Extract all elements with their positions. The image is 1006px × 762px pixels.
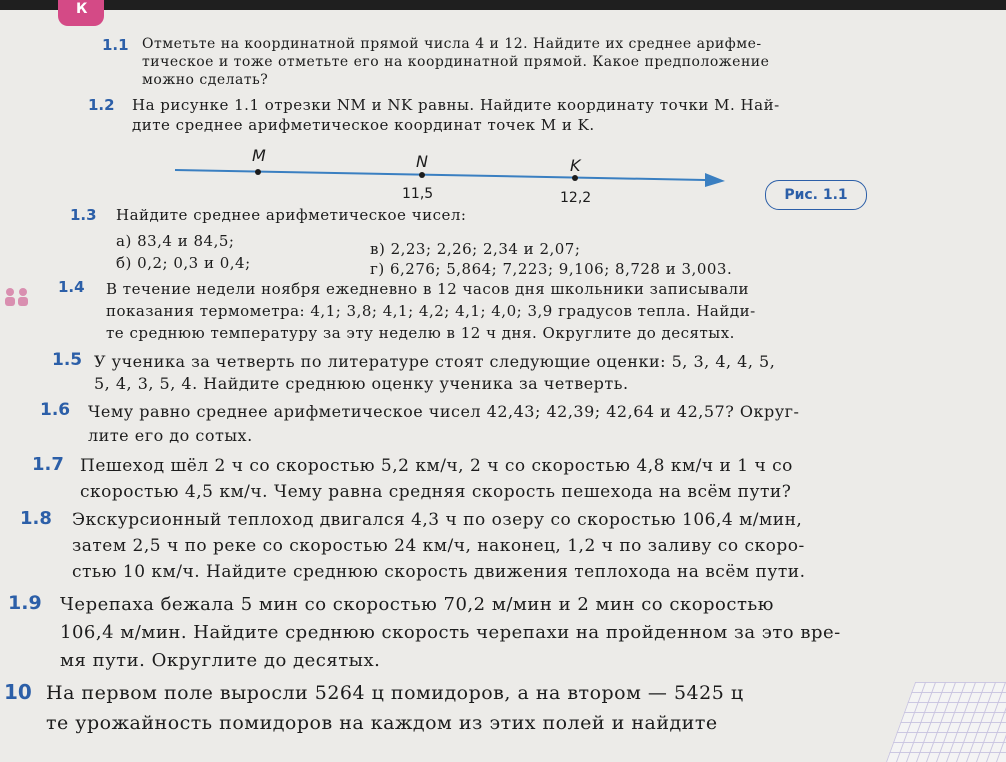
- section-badge-letter: К: [76, 1, 88, 17]
- problem-number-1-7: 1.7: [32, 454, 64, 475]
- problem-1-4-line-2: показания термометра: 4,1; 3,8; 4,1; 4,2; 4,1; 4,0; 3,9 градусов тепла. Найди-: [106, 302, 756, 320]
- problem-1-8-line-1: Экскурсионный теплоход двигался 4,3 ч по озеру со скоростью 106,4 м/мин,: [72, 510, 803, 530]
- problem-1-6-line-2: лите его до сотых.: [88, 426, 253, 445]
- problem-1-6-line-1: Чему равно среднее арифметическое чисел 42,43; 42,39; 42,64 и 42,57? Округ-: [88, 402, 800, 421]
- problem-1-2-line-1: На рисунке 1.1 отрезки NM и NK равны. Найдите координату точки M. Най-: [132, 96, 780, 114]
- point-n-value: 11,5: [402, 186, 434, 202]
- problem-1-3-item-a: а) 83,4 и 84,5;: [116, 232, 235, 250]
- problem-1-1-line-2: тическое и тоже отметьте его на координатной прямой. Какое предположение: [142, 54, 770, 70]
- problem-number-1-4: 1.4: [58, 278, 85, 296]
- point-n-label: N: [416, 152, 428, 171]
- problem-10-line-1: На первом поле выросли 5264 ц помидоров, а на втором — 5425 ц: [46, 682, 744, 704]
- problem-number-1-9: 1.9: [8, 592, 42, 614]
- problem-1-7-line-2: скоростью 4,5 км/ч. Чему равна средняя скорость пешехода на всём пути?: [80, 482, 792, 502]
- problem-1-7-line-1: Пешеход шёл 2 ч со скоростью 5,2 км/ч, 2 ч со скоростью 4,8 км/ч и 1 ч со: [80, 456, 793, 476]
- section-badge: [58, 0, 104, 26]
- problem-1-3-item-g: г) 6,276; 5,864; 7,223; 9,106; 8,728 и 3,003.: [370, 260, 733, 278]
- problem-1-1-line-1: Отметьте на координатной прямой числа 4 и 12. Найдите их среднее арифме-: [142, 36, 762, 52]
- problem-number-1-2: 1.2: [88, 96, 115, 114]
- figure-caption: Рис. 1.1: [765, 180, 867, 210]
- problem-1-3-item-v: в) 2,23; 2,26; 2,34 и 2,07;: [370, 240, 581, 258]
- problem-10-line-2: те урожайность помидоров на каждом из этих полей и найдите: [46, 712, 718, 734]
- pair-work-icon: [2, 286, 32, 308]
- problem-1-4-line-3: те среднюю температуру за эту неделю в 12 ч дня. Округлите до десятых.: [106, 324, 735, 342]
- problem-1-1-line-3: можно сделать?: [142, 72, 269, 88]
- top-edge: [0, 0, 1006, 10]
- problem-number-1-6: 1.6: [40, 400, 71, 420]
- problem-1-3-item-b: б) 0,2; 0,3 и 0,4;: [116, 254, 251, 272]
- problem-1-9-line-2: 106,4 м/мин. Найдите среднюю скорость черепахи на пройденном за это вре-: [60, 622, 841, 643]
- graph-paper-corner: [886, 682, 1006, 762]
- point-n-dot: [419, 172, 425, 178]
- problem-number-1-5: 1.5: [52, 350, 83, 370]
- point-m-label: M: [252, 146, 266, 165]
- problem-1-5-line-2: 5, 4, 3, 5, 4. Найдите среднюю оценку ученика за четверть.: [94, 374, 629, 393]
- point-m-dot: [255, 169, 261, 175]
- problem-1-8-line-3: стью 10 км/ч. Найдите среднюю скорость движения теплохода на всём пути.: [72, 562, 806, 582]
- point-k-label: K: [570, 156, 581, 175]
- point-k-value: 12,2: [560, 190, 592, 206]
- problem-1-2-line-2: дите среднее арифметическое координат точек M и K.: [132, 116, 595, 134]
- problem-number-1-3: 1.3: [70, 206, 97, 224]
- problem-1-4-line-1: В течение недели ноября ежедневно в 12 часов дня школьники записывали: [106, 280, 750, 298]
- problem-number-10: 10: [4, 680, 32, 704]
- problem-1-9-line-1: Черепаха бежала 5 мин со скоростью 70,2 м/мин и 2 мин со скоростью: [60, 594, 774, 615]
- problem-1-3-line-1: Найдите среднее арифметическое чисел:: [116, 206, 467, 224]
- problem-1-9-line-3: мя пути. Округлите до десятых.: [60, 650, 381, 671]
- problem-number-1-1: 1.1: [102, 36, 129, 54]
- point-k-dot: [572, 175, 578, 181]
- number-line: [175, 170, 705, 180]
- problem-1-8-line-2: затем 2,5 ч по реке со скоростью 24 км/ч, наконец, 1,2 ч по заливу со скоро-: [72, 536, 805, 556]
- arrow-head-icon: [705, 173, 725, 187]
- problem-number-1-8: 1.8: [20, 508, 52, 529]
- problem-1-5-line-1: У ученика за четверть по литературе стоят следующие оценки: 5, 3, 4, 4, 5,: [94, 352, 776, 371]
